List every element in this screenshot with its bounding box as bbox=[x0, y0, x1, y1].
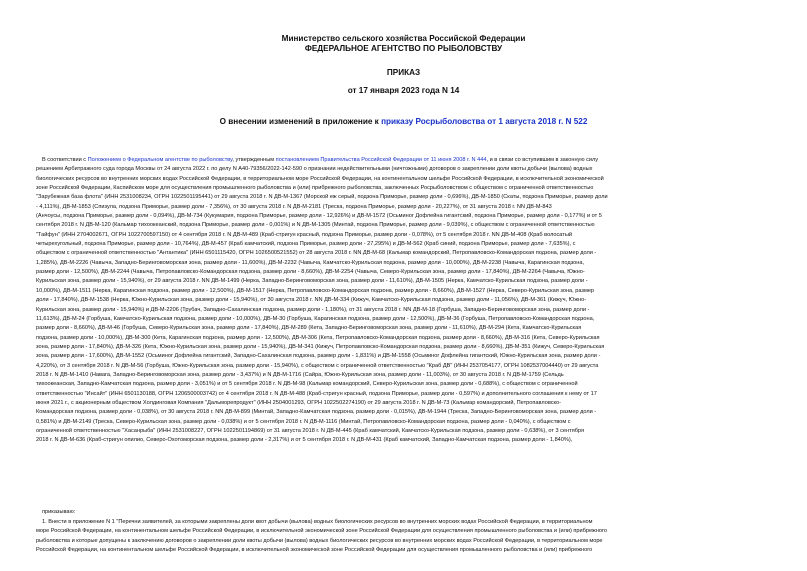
text-line: доли - 17,840%), ДВ-М-1538 (Нерка, Южно-Курильская зона, размер доли - 15,940%), от 30 августа 2018 г. NN ДВ-М-334 (Кижуч, Камчатско-Курильская подзона, размер доли - 11,056%), ДВ-М-361 (Кижуч, Южно- bbox=[36, 297, 587, 304]
preamble-text: В соответствии с bbox=[42, 157, 88, 163]
document-title bbox=[0, 117, 807, 127]
text-line: 10,000%), ДВ-М-1511 (Нерка, Карагинская подзона, размер доли - 12,500%), ДВ-М-1517 (Нерка, Петропавловско-Командорская подзона, размер доли - 8,660%), ДВ-М-1527 (Нерка, Северо-Курильская зона, размер bbox=[36, 287, 595, 294]
text-line: ответственностью "Инсайт" (ИНН 6501130188, ОГРН 1206500003742) от 4 сентября 2018 г. N ДВ-М-488 (Краб-стригун красный, подзона Приморье, размер доли - 0,597%) и дополнительного соглашения к нему от 17 bbox=[36, 390, 597, 397]
item-1-lines bbox=[36, 518, 796, 555]
text-line: 1. Внести в приложение N 1 "Перечни заявителей, за которыми закреплены доли квот добычи (вылова) водных биологических ресурсов во внутренних морских водах Российской Федерации, в территориальном bbox=[42, 519, 593, 525]
text-line: биологических ресурсов во внутренних морских водах Российской Федерации, в территориальном море Российской Федерации, на континентальном шельфе Российской Федерации, в исключительной экономической bbox=[36, 175, 604, 182]
text-line: Курильская зона, размер доли - 15,940%) и ДВ-М-2206 (Трубач, Западно-Сахалинская подзона, размер доли - 1,180%), от 31 августа 2018 г. NN ДВ-М-18 (Горбуша, Западно-Беринговоморская зона, размер доли - bbox=[36, 306, 590, 313]
government-decree-link[interactable]: постановлением Правительства Российской Федерации от 11 июня 2008 г. N 444 bbox=[275, 157, 487, 163]
preamble-text: , утвержденным bbox=[232, 157, 276, 163]
text-line: (Анчоусы, подзона Приморье, размер доли - 0,094%), ДВ-М-734 (Кукумария, подзона Приморье, размер доли - 12,926%) и ДВ-М-1572 (Осьминог Дофлейна гигантский, подзона Приморье, размер доли - 0,177%) и от 5 bbox=[36, 213, 602, 220]
title-prefix: О внесении изменений в приложение к bbox=[219, 117, 382, 126]
text-line: - 4,111%), ДВ-М-1853 (Спизула, подзона Приморье, размер доли - 7,356%), от 30 августа 2018 г. N ДВ-М-2181 (Треска, подзона Приморье, размер доли - 20,227%), от 31 августа 2018 г. NN ДВ-М-843 bbox=[36, 203, 552, 210]
text-line: 2018 г. N ДВ-М-1410 (Навага, Западно-Беринговоморская зона, размер доли - 3,437%) и N ДВ-М-1716 (Сайра, Южно-Курильская зона, размер доли - 11,003%), от 30 августа 2018 г. N ДВ-М-1759 (Сельдь bbox=[36, 371, 564, 378]
text-line: 4,220%), от 3 сентября 2018 г. N ДВ-М-56 (Горбуша, Южно-Курильская зона, размер доли - 15,940%), с обществом с ограниченной ответственностью "Краб ДВ" (ИНН 2537054177, ОГРН 1082537004440) от 29 августа bbox=[36, 362, 599, 369]
preamble-paragraph bbox=[36, 156, 796, 446]
text-line: зона, размер доли - 17,840%), ДВ-М-326 (Кета, Южно-Курильская зона, размер доли - 15,940%), ДВ-М-341 (Кижуч, Петропавловско-Командорская подзона, размер доли - 8,660%), ДВ-М-351 (Кижуч, Северо-Курильская bbox=[36, 343, 605, 350]
text-line: размер доли - 12,500%), ДВ-М-2244 (Чавыча, Петропавловско-Командорская подзона, размер доли - 8,660%), ДВ-М-2254 (Чавыча, Северо-Курильская зона, размер доли - 17,840%), ДВ-М-2264 (Чавыча, Южно- bbox=[36, 269, 585, 276]
text-line: ограниченной ответственностью "Хасанрыба" (ИНН 2531008227, ОГРН 1022501194869) от 31 августа 2018 г. N ДВ-М-445 (Краб камчатский, Камчатско-Курильская подзона, размер доли - 0,638%), от 3 сентября bbox=[36, 427, 585, 434]
document-type: ПРИКАЗ bbox=[386, 68, 421, 77]
agency-name: ФЕДЕРАЛЬНОЕ АГЕНТСТВО ПО РЫБОЛОВСТВУ bbox=[304, 43, 503, 53]
text-line: июня 2021 г., с акционерным обществом Холдинговая Компания "Дальморепродукт" (ИНН 2504001293, ОГРН 1022502274190) от 29 августа 2018 г. N ДВ-М-73 (Кальмар командорский, Петропавловско- bbox=[36, 399, 562, 406]
text-line: размер доли - 8,660%), ДВ-М-46 (Горбуша, Северо-Курильская зона, размер доли - 17,840%), ДВ-М-289 (Кета, Западно-Беринговоморская зона, размер доли - 11,610%), ДВ-М-294 (Кета, Камчатско-Курильская bbox=[36, 325, 582, 332]
preamble-line-first bbox=[36, 156, 796, 165]
text-line: Командорская подзона, размер доли - 0,038%), от 30 августа 2018 г. NN ДВ-М-899 (Минтай, Западно-Камчатская подзона, размер доли - 0,015%), ДВ-М-1944 (Треска, Западно-Беринговоморская зона, размер доли - bbox=[36, 409, 597, 416]
regulation-link[interactable]: Положением о Федеральном агентстве по рыболовству bbox=[87, 157, 233, 163]
text-line: четырехугольный, подзона Приморье, размер доли - 10,764%), ДВ-М-457 (Краб камчатский, подзона Приморье, размер доли - 27,295%) и ДВ-М-562 (Краб синий, подзона Приморье, размер доли - 7,635%), с bbox=[36, 241, 576, 248]
preamble-lines bbox=[36, 165, 796, 445]
ministry-name: Министерство сельского хозяйства Российской Федерации bbox=[281, 34, 526, 43]
title-order-link[interactable]: приказу Росрыболовства от 1 августа 2018 г. N 522 bbox=[381, 117, 588, 126]
text-line: решением Арбитражного суда города Москвы от 24 августа 2022 г. по делу N А40-79356/2022-142-590 о признании недействительными (ничтожными) договоров о закреплении доли квоты добычи (вылова) водных bbox=[36, 166, 593, 173]
text-line: "Зарубежная база флота" (ИНН 2531008234, ОГРН 1022501195441) от 29 августа 2018 г. N ДВ-М-1367 (Морской еж серый, подзона Приморье, размер доли - 0,696%), ДВ-М-1850 (Скаты, подзона Приморье, размер доли bbox=[36, 194, 608, 201]
text-line: Российской Федерации, на континентальном шельфе Российской Федерации, в исключительной экономической зоне Российской Федерации для осуществления промышленного рыболовства и (или) прибрежного bbox=[36, 547, 593, 554]
item-1-paragraph bbox=[36, 518, 796, 555]
text-line: море Российской Федерации, на континентальном шельфе Российской Федерации, в исключительной экономической зоне Российской Федерации для осуществления промышленного рыболовства и (или) прибрежного bbox=[36, 528, 607, 535]
text-line: "Тайфун" (ИНН 2704002671, ОГРН 1022700597150) от 4 сентября 2018 г. N ДВ-М-489 (Краб-стригун красный, подзона Приморье, размер доли - 0,078%), от 5 сентября 2018 г. NN ДВ-М-408 (Краб волосатый bbox=[36, 231, 572, 238]
text-line: подзона, размер доли - 10,000%), ДВ-М-300 (Кета, Карагинская подзона, размер доли - 12,500%), ДВ-М-306 (Кета, Петропавловско-Командорская подзона, размер доли - 8,660%), ДВ-М-316 (Кета, Северо-Курильская bbox=[36, 334, 600, 341]
text-line: зона, размер доли - 17,600%), ДВ-М-1552 (Осьминог Дофлейна гигантский, Западно-Сахалинская подзона, размер доли - 1,831%) и ДВ-М-1558 (Осьминог Дофлейна гигантский, Южно-Курильская зона, размер доли - bbox=[36, 353, 601, 360]
document-date-number: от 17 января 2023 года N 14 bbox=[347, 86, 460, 95]
text-line: Курильская зона, размер доли - 15,940%), от 29 августа 2018 г. NN ДВ-М-1499 (Нерка, Западно-Беринговоморская зона, размер доли - 11,610%), ДВ-М-1505 (Нерка, Камчатско-Курильская подзона, размер доли - bbox=[36, 278, 588, 285]
text-line: 1,285%), ДВ-М-2226 (Чавыча, Западно-Беринговоморская зона, размер доли - 11,600%), ДВ-М-2232 (Чавыча, Камчатско-Курильская подзона, размер доли - 10,000%), ДВ-М-2238 (Чавыча, Карагинская подзона, bbox=[36, 259, 585, 266]
order-word: приказываю: bbox=[42, 509, 76, 515]
text-line: зоне Российской Федерации, Каспийском море для осуществления промышленного рыболовства и (или) прибрежного рыболовства, заключенных Росрыболовством с обществом с ограниченной ответственностью bbox=[36, 185, 594, 192]
preamble-text: , и в связи со вступившим в законную силу bbox=[486, 157, 599, 163]
text-line: 11,613%), ДВ-М-24 (Горбуша, Камчатско-Курильская подзона, размер доли - 10,000%), ДВ-М-30 (Горбуша, Карагинская подзона, размер доли - 12,500%), ДВ-М-36 (Горбуша, Петропавловско-Командорская подзона, bbox=[36, 315, 595, 322]
text-line: обществом с ограниченной ответственностью "Антантика" (ИНН 6501115420, ОГРН 1026500521552) от 28 августа 2018 г. NN ДВ-М-68 (Кальмар командорский, Петропавловско-Командорская подзона, размер доли - bbox=[36, 250, 597, 257]
text-line: тихоокеанская, Западно-Камчатская подзона, размер доли - 3,051%) и от 5 сентября 2018 г. N ДВ-М-98 (Кальмар командорский, Северо-Курильская зона, размер доли - 0,688%), с обществом с ограниченной bbox=[36, 381, 578, 388]
text-line: сентября 2018 г. N ДВ-М-120 (Кальмар тихоокеанский, подзона Приморье, размер доли - 0,001%) и N ДВ-М-1305 (Минтай, подзона Приморье, размер доли - 9,039%), с обществом с ограниченной ответственностью bbox=[36, 222, 595, 229]
text-line: 2018 г. N ДВ-М-636 (Краб-стригун опилио, Северо-Охотоморская подзона, размер доли - 2,317%) и от 5 сентября 2018 г. N ДВ-М-431 (Краб камчатский, Западно-Камчатская подзона, размер доли - 1,840%), bbox=[36, 437, 573, 444]
text-line: 0,581%) и ДВ-М-2149 (Треска, Северо-Курильская зона, размер доли - 0,038%) и от 5 сентября 2018 г. N ДВ-М-1116 (Минтай, Петропавловско-Командорская подзона, размер доли - 0,040%), с обществом с bbox=[36, 418, 571, 425]
text-line: рыболовства и которые допущены к заключению договоров о закреплении доли квоты добычи (вылова) водных биологических ресурсов во внутренних морских водах Российской Федерации, в территориальном море bbox=[36, 537, 603, 544]
